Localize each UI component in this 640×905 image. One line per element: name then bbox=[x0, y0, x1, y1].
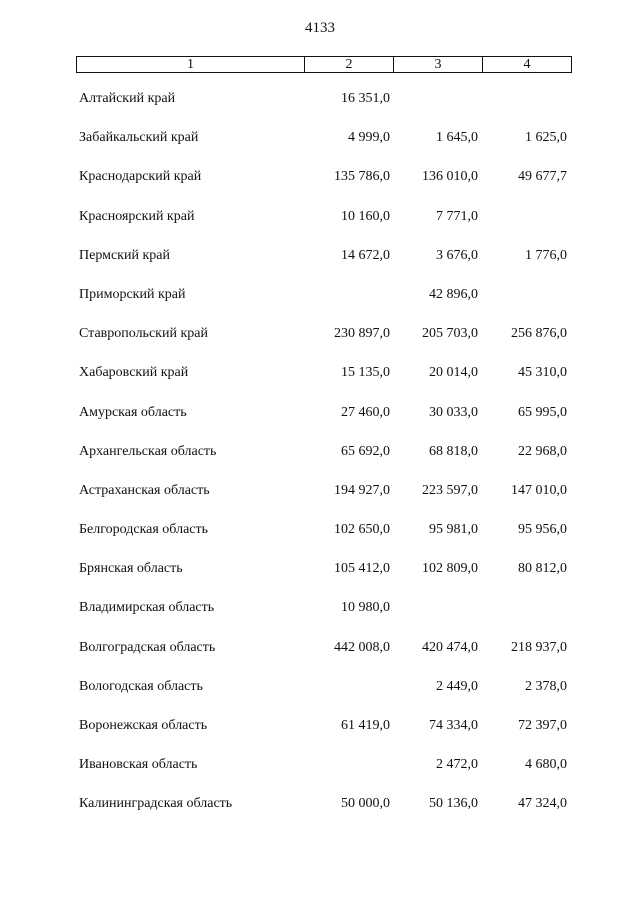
value-col-4: 22 968,0 bbox=[518, 443, 567, 459]
region-name: Волгоградская область bbox=[79, 639, 216, 655]
value-col-4: 4 680,0 bbox=[525, 757, 567, 773]
table-row bbox=[0, 635, 640, 674]
value-col-3: 205 703,0 bbox=[422, 326, 478, 342]
value-col-4: 45 310,0 bbox=[518, 365, 567, 381]
table-body bbox=[0, 86, 640, 831]
value-col-2: 102 650,0 bbox=[334, 522, 390, 538]
value-col-4: 2 378,0 bbox=[525, 678, 567, 694]
header-col-1: 1 bbox=[77, 57, 305, 73]
region-name: Амурская область bbox=[79, 404, 187, 420]
value-col-4: 65 995,0 bbox=[518, 404, 567, 420]
table-row bbox=[0, 86, 640, 125]
value-col-3: 420 474,0 bbox=[422, 639, 478, 655]
value-col-2: 14 672,0 bbox=[341, 247, 390, 263]
region-name: Ивановская область bbox=[79, 757, 198, 773]
table-row bbox=[0, 282, 640, 321]
table-row bbox=[0, 243, 640, 282]
value-col-2: 135 786,0 bbox=[334, 169, 390, 185]
value-col-4: 256 876,0 bbox=[511, 326, 567, 342]
value-col-2: 15 135,0 bbox=[341, 365, 390, 381]
region-name: Белгородская область bbox=[79, 522, 209, 538]
value-col-3: 95 981,0 bbox=[429, 522, 478, 538]
value-col-2: 61 419,0 bbox=[341, 718, 390, 733]
value-col-2: 27 460,0 bbox=[341, 404, 390, 420]
header-col-3: 3 bbox=[394, 57, 483, 73]
page-number: 4133 bbox=[305, 20, 335, 36]
table-row bbox=[0, 752, 640, 791]
value-col-3: 3 676,0 bbox=[436, 247, 478, 263]
table-row bbox=[0, 204, 640, 243]
table-row bbox=[0, 321, 640, 360]
value-col-2: 105 412,0 bbox=[334, 561, 390, 577]
value-col-3: 7 771,0 bbox=[436, 208, 478, 224]
value-col-4: 49 677,7 bbox=[518, 169, 567, 185]
table-row bbox=[0, 595, 640, 634]
region-name: Приморский край bbox=[79, 286, 186, 302]
value-col-4: 218 937,0 bbox=[511, 639, 567, 655]
region-name: Ставропольский край bbox=[79, 326, 208, 342]
value-col-3: 223 597,0 bbox=[422, 482, 478, 498]
region-name: Пермский край bbox=[79, 247, 170, 263]
column-header-table bbox=[76, 56, 572, 73]
value-col-4: 1 625,0 bbox=[525, 130, 567, 146]
header-col-4: 4 bbox=[483, 57, 572, 73]
table-row bbox=[0, 713, 640, 752]
value-col-2: 442 008,0 bbox=[334, 639, 390, 655]
value-col-4: 95 956,0 bbox=[518, 522, 567, 538]
region-name: Алтайский край bbox=[79, 91, 176, 106]
region-name: Забайкальский край bbox=[79, 130, 199, 146]
value-col-2: 10 160,0 bbox=[341, 208, 390, 224]
value-col-2: 65 692,0 bbox=[341, 443, 390, 459]
table-row bbox=[0, 164, 640, 203]
value-col-3: 68 818,0 bbox=[429, 443, 478, 459]
table-row bbox=[0, 439, 640, 478]
table-row bbox=[0, 400, 640, 439]
table-row bbox=[0, 360, 640, 399]
table-row bbox=[0, 478, 640, 517]
region-name: Хабаровский край bbox=[79, 365, 189, 381]
value-col-2: 230 897,0 bbox=[334, 326, 390, 342]
value-col-3: 50 136,0 bbox=[429, 796, 478, 812]
value-col-2: 4 999,0 bbox=[348, 130, 390, 146]
table-row bbox=[0, 125, 640, 164]
value-col-4: 147 010,0 bbox=[511, 482, 567, 498]
value-col-2: 50 000,0 bbox=[341, 796, 390, 812]
region-name: Вологодская область bbox=[79, 678, 203, 694]
value-col-3: 42 896,0 bbox=[429, 286, 478, 302]
table-row bbox=[0, 556, 640, 595]
region-name: Владимирская область bbox=[79, 600, 215, 616]
value-col-2: 16 351,0 bbox=[341, 91, 390, 106]
table-row bbox=[0, 674, 640, 713]
region-name: Брянская область bbox=[79, 561, 183, 577]
table-row bbox=[0, 517, 640, 556]
region-name: Астраханская область bbox=[79, 482, 210, 498]
value-col-4: 72 397,0 bbox=[518, 718, 567, 733]
region-name: Краснодарский край bbox=[79, 169, 202, 185]
value-col-3: 74 334,0 bbox=[429, 718, 478, 733]
region-name: Красноярский край bbox=[79, 208, 195, 224]
value-col-4: 47 324,0 bbox=[518, 796, 567, 812]
header-row bbox=[77, 57, 572, 73]
table-row bbox=[0, 791, 640, 830]
region-name: Архангельская область bbox=[79, 443, 217, 459]
value-col-3: 2 449,0 bbox=[436, 678, 478, 694]
value-col-3: 136 010,0 bbox=[422, 169, 478, 185]
value-col-2: 194 927,0 bbox=[334, 482, 390, 498]
region-name: Калининградская область bbox=[79, 796, 233, 812]
value-col-4: 80 812,0 bbox=[518, 561, 567, 577]
value-col-3: 2 472,0 bbox=[436, 757, 478, 773]
value-col-4: 1 776,0 bbox=[525, 247, 567, 263]
region-name: Воронежская область bbox=[79, 718, 208, 733]
value-col-3: 20 014,0 bbox=[429, 365, 478, 381]
value-col-3: 30 033,0 bbox=[429, 404, 478, 420]
value-col-2: 10 980,0 bbox=[341, 600, 390, 616]
value-col-3: 1 645,0 bbox=[436, 130, 478, 146]
value-col-3: 102 809,0 bbox=[422, 561, 478, 577]
header-col-2: 2 bbox=[305, 57, 394, 73]
